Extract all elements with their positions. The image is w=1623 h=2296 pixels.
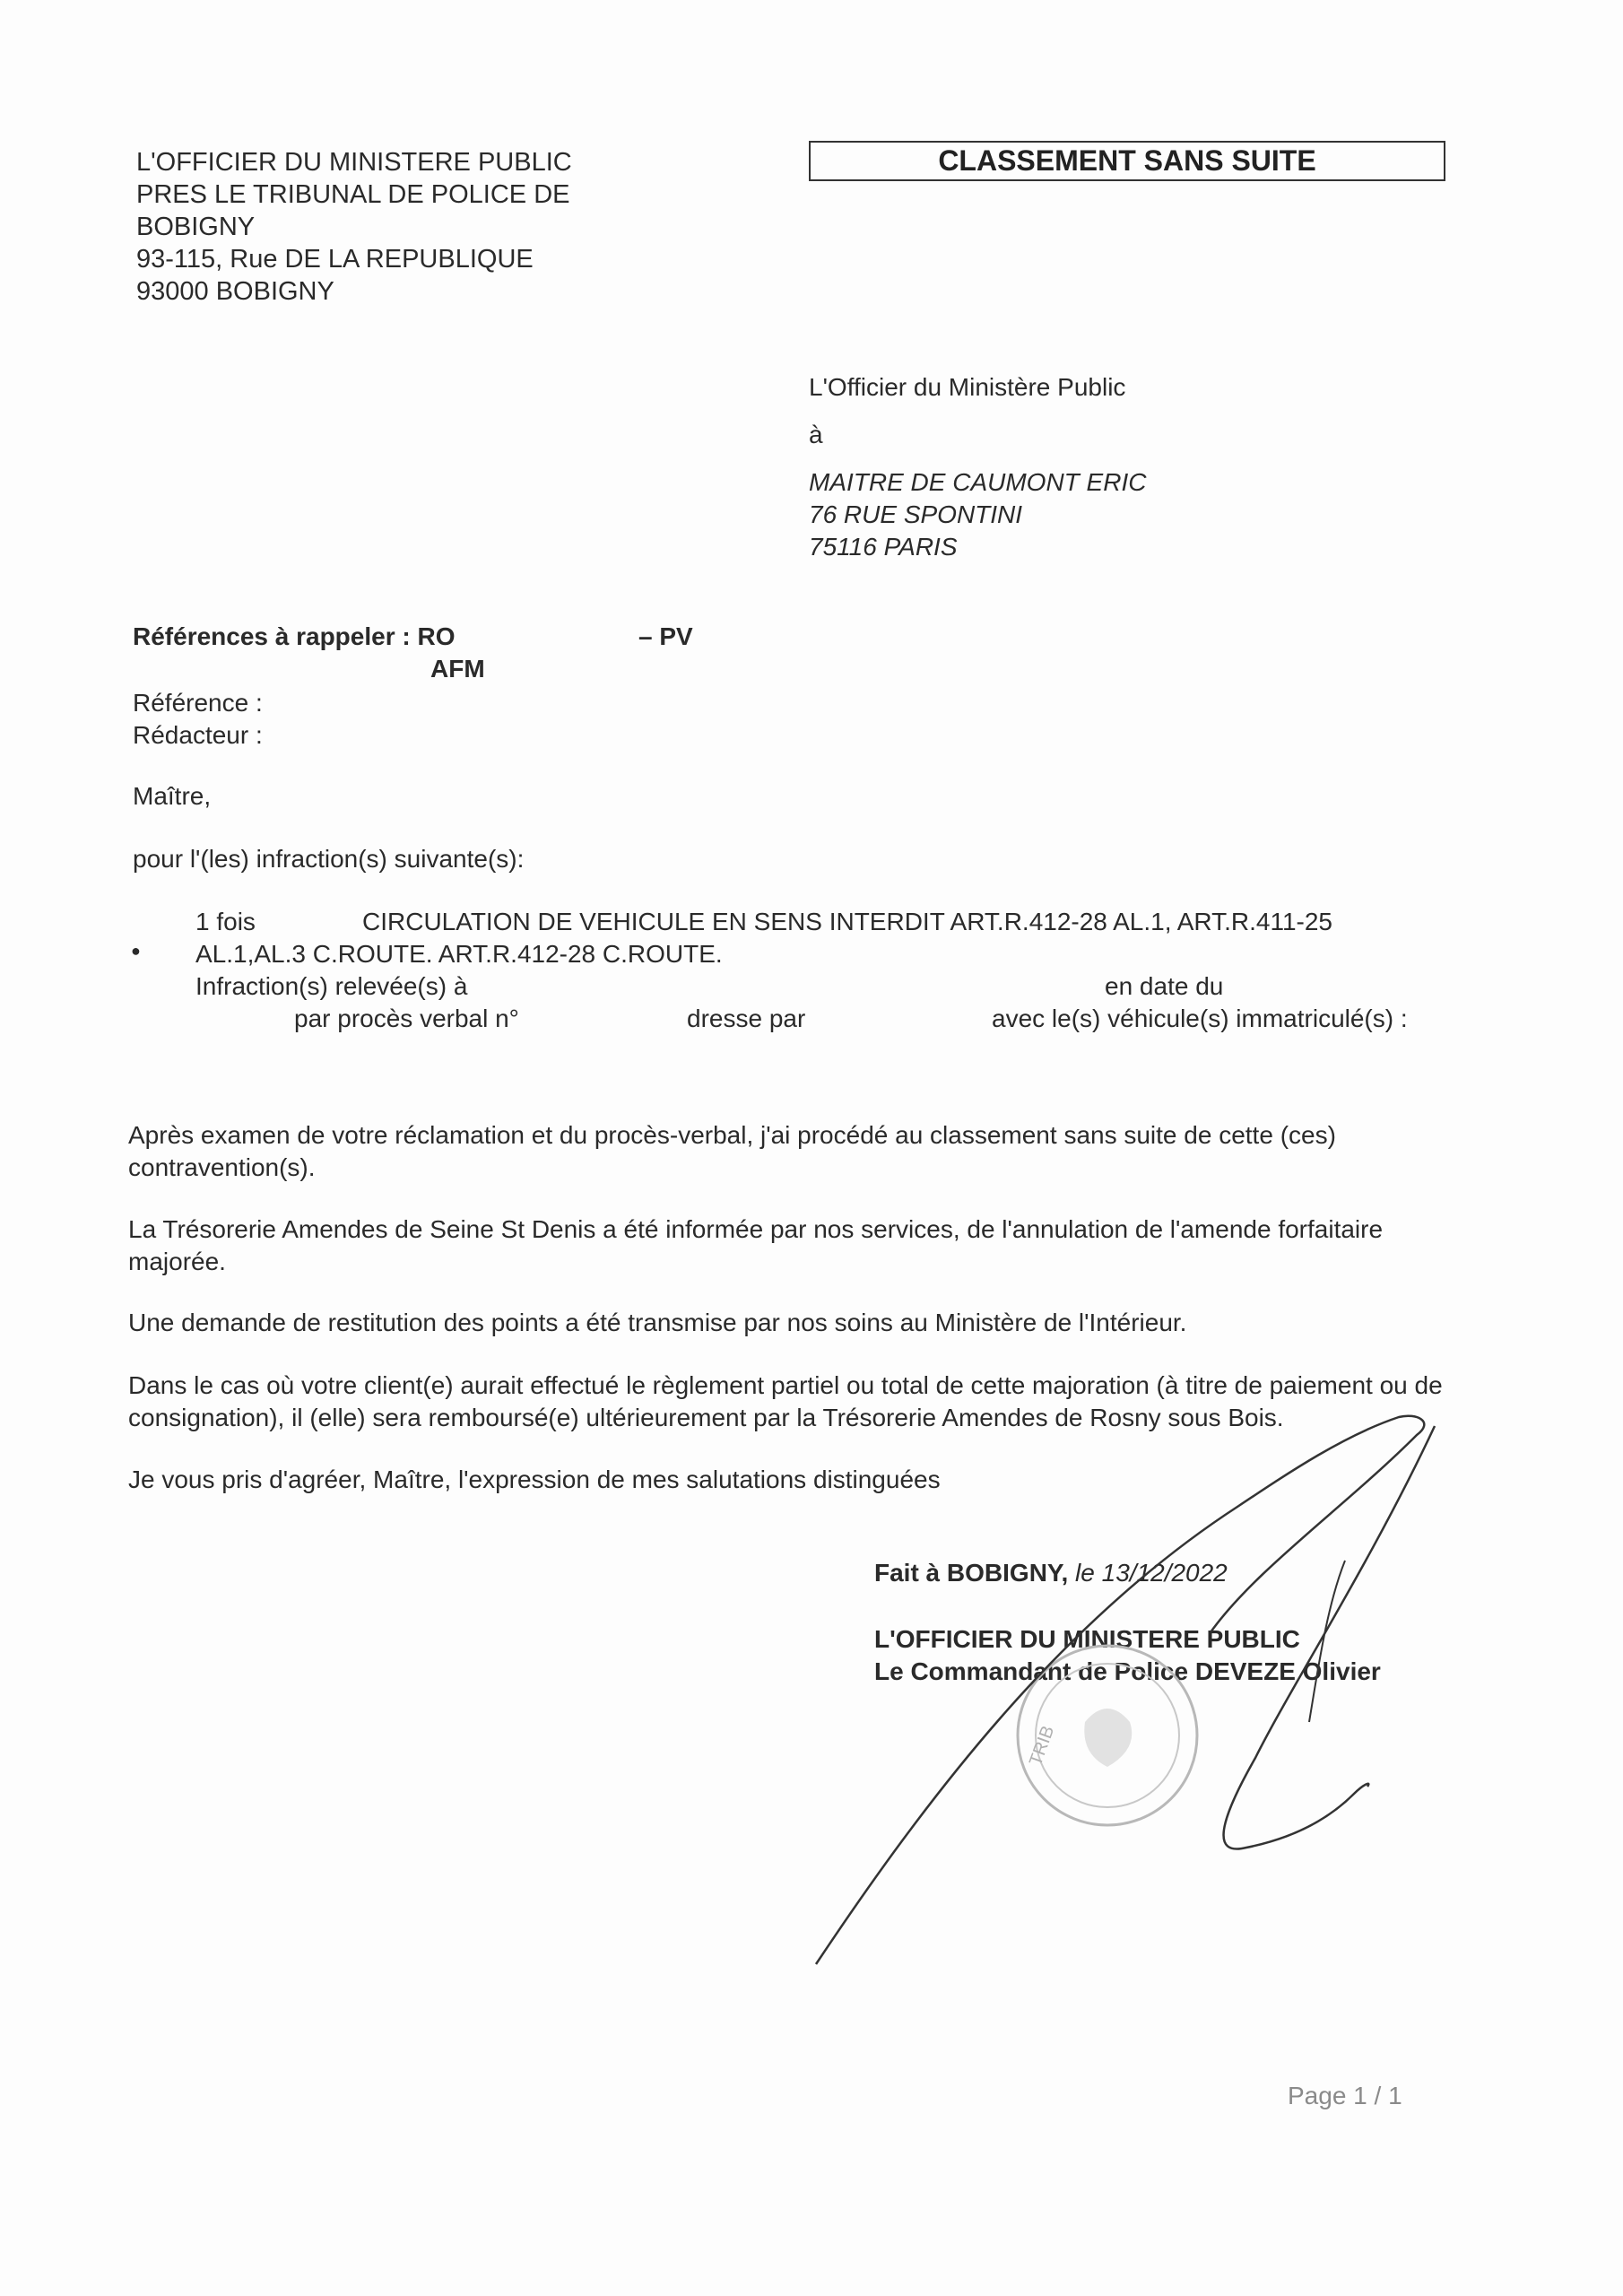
reference-fields <box>133 687 263 752</box>
recipient-name: MAITRE DE CAUMONT ERIC <box>809 468 1147 496</box>
signer-name: Le Commandant de Police DEVEZE Olivier <box>874 1657 1381 1685</box>
redacteur-label: Rédacteur : <box>133 721 263 749</box>
references-label: Références à rappeler : <box>133 622 411 650</box>
reference-label: Référence : <box>133 689 263 717</box>
reference-pv: – PV <box>638 622 693 650</box>
body-paragraph: Dans le cas où votre client(e) aurait effectué le règlement partiel ou total de cette majoration (à titre de paiement ou de consignation), il (elle) sera remboursé(e) ultérieurement par la Trésorerie Amendes de Rosny sous Bois. <box>128 1371 1443 1431</box>
body-paragraph: Une demande de restitution des points a été transmise par nos soins au Ministère de l'Intérieur. <box>128 1309 1187 1336</box>
reference-ro: RO <box>417 622 456 650</box>
handwritten-signature <box>789 1399 1471 1982</box>
document-title: CLASSEMENT SANS SUITE <box>809 141 1445 181</box>
recipient-block <box>809 371 1146 563</box>
body-paragraph: La Trésorerie Amendes de Seine St Denis a été informée par nos services, de l'annulation de l'amende forfaitaire majorée. <box>128 1215 1384 1275</box>
bullet-icon: ● <box>131 942 141 960</box>
recipient-from: L'Officier du Ministère Public <box>809 373 1126 401</box>
infraction-date-label: en date du <box>1105 972 1224 1000</box>
reference-afm: AFM <box>430 655 485 683</box>
sender-line: PRES LE TRIBUNAL DE POLICE DE <box>136 180 570 209</box>
sender-address-block <box>136 146 572 308</box>
infraction-dresse-label: dresse par <box>687 1004 806 1032</box>
sender-line: 93-115, Rue DE LA REPUBLIQUE <box>136 245 534 274</box>
body-paragraph: Après examen de votre réclamation et du procès-verbal, j'ai procédé au classement sans suite de cette (ces) contravention(s). <box>128 1121 1336 1181</box>
infraction-releve-label: Infraction(s) relevée(s) à <box>195 972 468 1000</box>
page-number: Page 1 / 1 <box>1288 2082 1402 2109</box>
recipient-city: 75116 PARIS <box>809 533 958 561</box>
infraction-pv-label: par procès verbal n° <box>294 1004 519 1032</box>
salutation: Maître, <box>133 782 212 810</box>
sender-line: 93000 BOBIGNY <box>136 277 334 306</box>
infraction-description-line1: CIRCULATION DE VEHICULE EN SENS INTERDIT ART.R.412-28 AL.1, ART.R.411-25 <box>362 908 1333 935</box>
recipient-street: 76 RUE SPONTINI <box>809 500 1023 528</box>
svg-text:TRIB: TRIB <box>1026 1723 1059 1769</box>
signoff-place: Fait à BOBIGNY, <box>874 1559 1069 1587</box>
infraction-count: 1 fois <box>195 908 256 935</box>
references-title <box>133 622 456 651</box>
signoff-date: le 13/12/2022 <box>1075 1559 1228 1587</box>
recipient-to-word: à <box>809 421 823 448</box>
infractions-intro: pour l'(les) infraction(s) suivante(s): <box>133 845 525 873</box>
infraction-vehicle-label: avec le(s) véhicule(s) immatriculé(s) : <box>992 1004 1408 1032</box>
sender-line: L'OFFICIER DU MINISTERE PUBLIC <box>136 148 572 177</box>
sender-line: BOBIGNY <box>136 213 256 241</box>
closing-formula: Je vous pris d'agréer, Maître, l'expression de mes salutations distinguées <box>128 1465 941 1493</box>
infraction-description-line2: AL.1,AL.3 C.ROUTE. ART.R.412-28 C.ROUTE. <box>195 940 723 968</box>
signer-title: L'OFFICIER DU MINISTERE PUBLIC <box>874 1625 1300 1653</box>
